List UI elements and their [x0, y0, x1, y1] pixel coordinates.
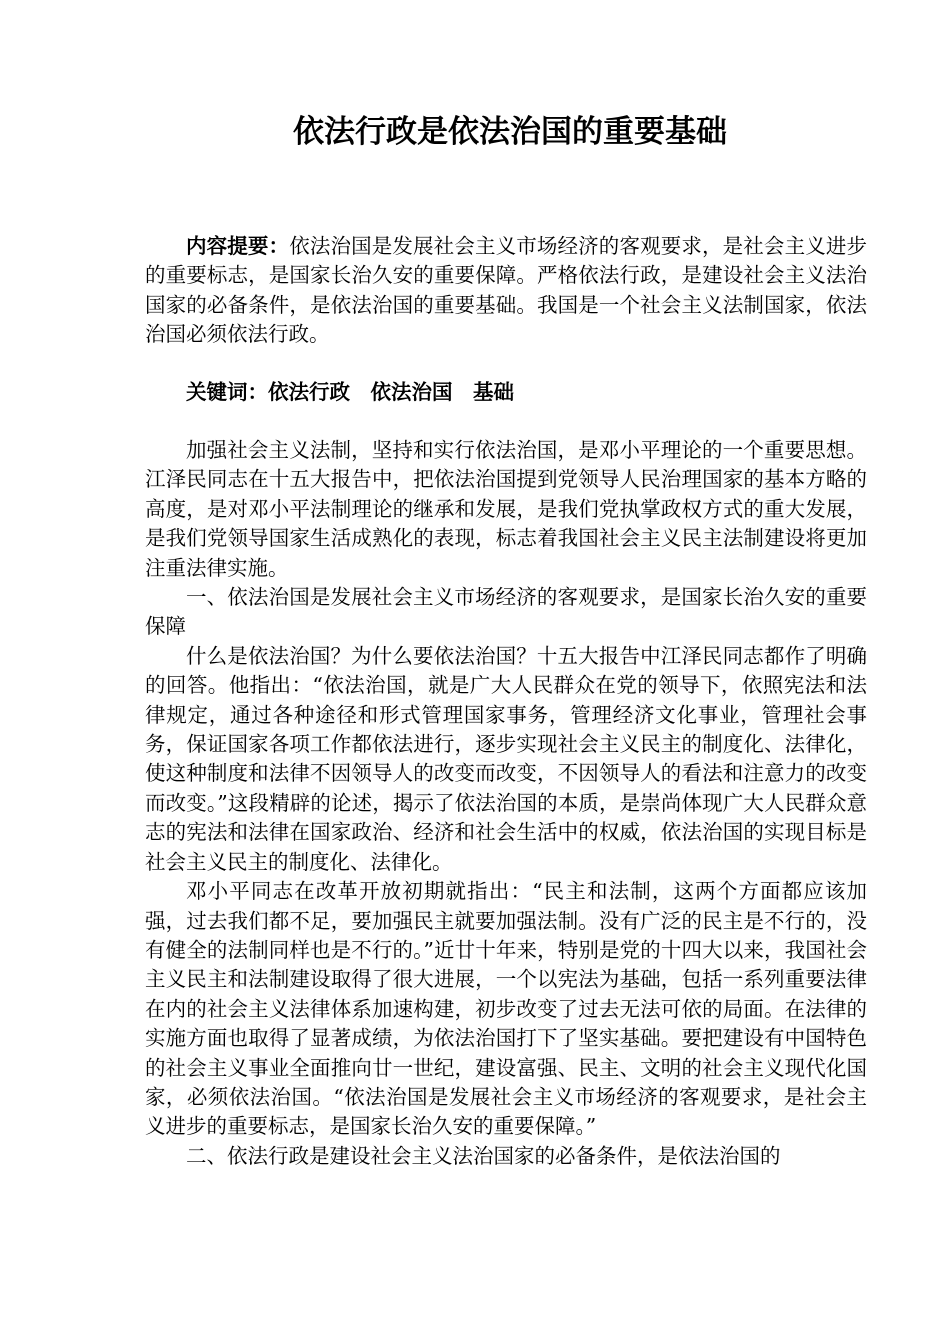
abstract-text: 依法治国是发展社会主义市场经济的客观要求，是社会主义进步的重要标志，是国家长治久安的重要保障。严格依法行政，是建设社会主义法治国家的必备条件，是依法治国的重要基础。我国是一个社会主义法制国家，依法治国必须依法行政。 — [145, 234, 867, 347]
body-paragraph: 什么是依法治国？为什么要依法治国？十五大报告中江泽民同志都作了明确的回答。他指出：“依法治国，就是广大人民群众在党的领导下，依照宪法和法律规定，通过各种途径和形式管理国家事务，管理经济文化事业，管理社会事务，保证国家各项工作都依法进行，逐步实现社会主义民主的制度化、法律化，使这种制度和法律不因领导人的改变而改变，不因领导人的看法和注意力的改变而改变。”这段精辟的论述，揭示了依法治国的本质，是崇尚体现广大人民群众意志的宪法和法律在国家政治、经济和社会生活中的权威，依法治国的实现目标是社会主义民主的制度化、法律化。 — [145, 643, 867, 874]
document-title: 依法行政是依法治国的重要基础 — [293, 114, 727, 150]
keywords-section — [145, 378, 867, 407]
abstract-label: 内容提要： — [186, 234, 290, 258]
keyword-item: 基础 — [473, 380, 514, 404]
keyword-item: 依法治国 — [370, 380, 453, 404]
section-heading-2: 二、依法行政是建设社会主义法治国家的必备条件，是依法治国的 — [186, 1143, 781, 1168]
abstract-section — [145, 232, 867, 350]
body-paragraph-intro: 加强社会主义法制，坚持和实行依法治国，是邓小平理论的一个重要思想。江泽民同志在十五大报告中，把依法治国提到党领导人民治理国家的基本方略的高度，是对邓小平法制理论的继承和发展，是我们党执掌政权方式的重大发展，是我们党领导国家生活成熟化的表现，标志着我国社会主义民主法制建设将更加注重法律实施。 — [145, 438, 867, 580]
body-paragraph: 邓小平同志在改革开放初期就指出：“民主和法制，这两个方面都应该加强，过去我们都不足，要加强民主就要加强法制。没有广泛的民主是不行的，没有健全的法制同样也是不行的。”近廿十年来，特别是党的十四大以来，我国社会主义民主和法制建设取得了很大进展，一个以宪法为基础，包括一系列重要法律在内的社会主义法律体系加速构建，初步改变了过去无法可依的局面。在法律的实施方面也取得了显著成绩，为依法治国打下了坚实基础。要把建设有中国特色的社会主义事业全面推向廿一世纪，建设富强、民主、文明的社会主义现代化国家，必须依法治国。“依法治国是发展社会主义市场经济的客观要求，是社会主义进步的重要标志，是国家长治久安的重要保障。” — [145, 879, 867, 1139]
keyword-item: 依法行政 — [268, 380, 350, 404]
body-text — [145, 436, 867, 1171]
section-heading-1: 一、依法治国是发展社会主义市场经济的客观要求，是国家长治久安的重要保障 — [145, 585, 867, 639]
abstract-paragraph — [145, 232, 867, 350]
keywords-label: 关键词： — [186, 380, 268, 404]
keywords-line — [145, 378, 867, 407]
